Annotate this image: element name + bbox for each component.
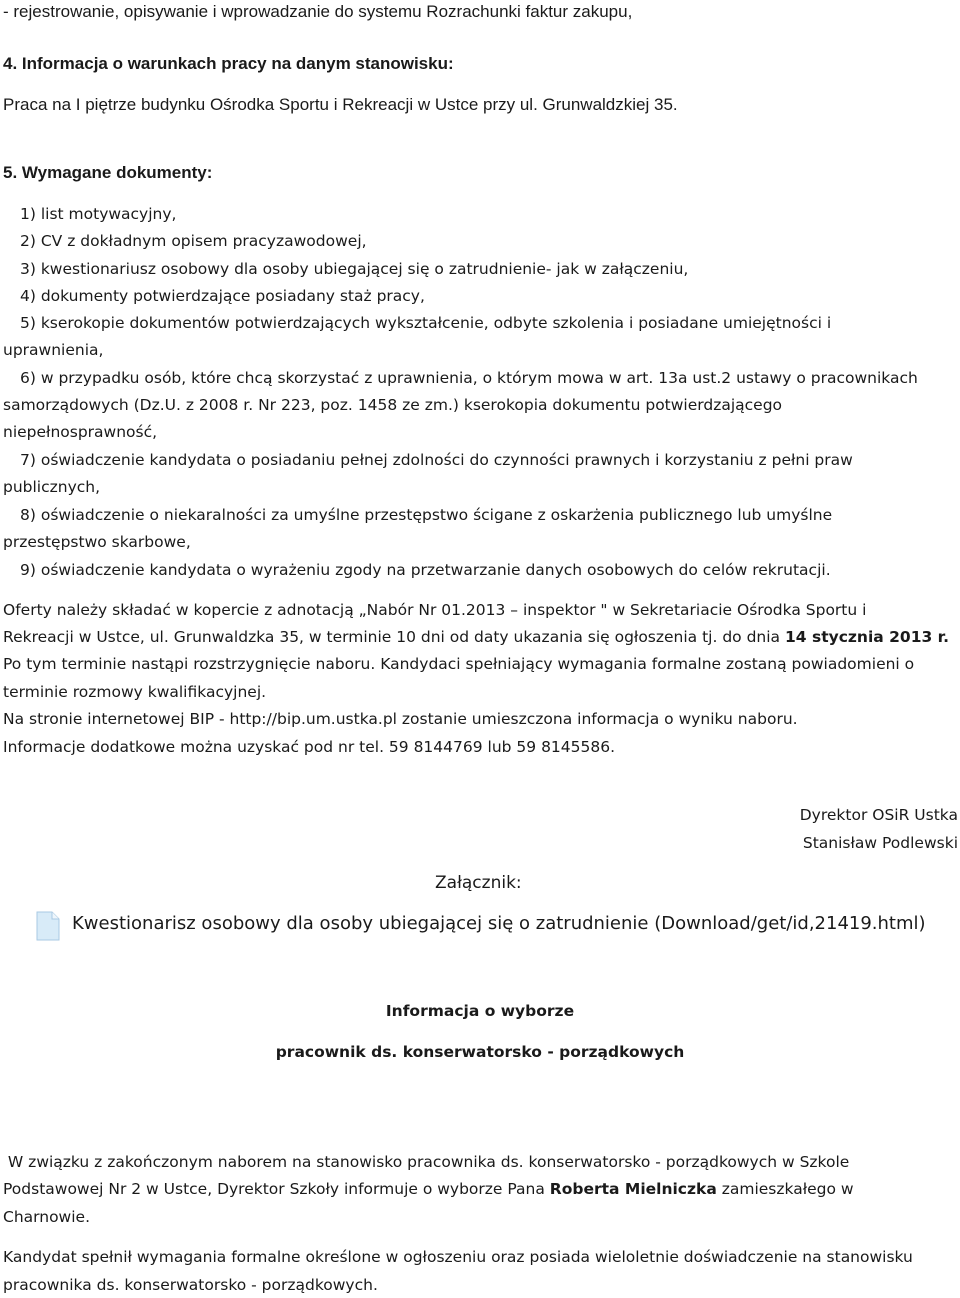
document-item-4: 4) dokumenty potwierdzające posiadany staż pracy, bbox=[20, 287, 425, 305]
section-2-subtitle: pracownik ds. konserwatorsko - porządkowych bbox=[275, 1043, 685, 1061]
offer-text-3: Po tym terminie nastąpi rozstrzygnięcie naboru. Kandydaci spełniający wymagania formalne zostaną powiadomieni o bbox=[3, 655, 915, 673]
attachment-label: Załącznik: bbox=[435, 873, 522, 893]
section-5-heading: 5. Wymagane dokumenty: bbox=[3, 163, 213, 182]
document-item-3: 3) kwestionariusz osobowy dla osoby ubiegającej się o zatrudnienie- jak w załączeniu, bbox=[20, 260, 689, 278]
document-item-8-cont: przestępstwo skarbowe, bbox=[3, 533, 191, 551]
selection-text-2-pre: Podstawowej Nr 2 w Ustce, Dyrektor Szkoły informuje o wyborze Pana bbox=[3, 1180, 550, 1198]
document-item-9: 9) oświadczenie kandydata o wyrażeniu zgody na przetwarzanie danych osobowych do celów rekrutacji. bbox=[20, 561, 831, 579]
offer-text-6: Informacje dodatkowe można uzyskać pod nr tel. 59 8144769 lub 59 8145586. bbox=[3, 738, 616, 756]
duty-item-invoices: - rejestrowanie, opisywanie i wprowadzanie do systemu Rozrachunki faktur zakupu, bbox=[3, 2, 633, 21]
section-4-heading: 4. Informacja o warunkach pracy na danym stanowisku: bbox=[3, 54, 454, 73]
offer-text-5: Na stronie internetowej BIP - http://bip.um.ustka.pl zostanie umieszczona informacja o wyniku naboru. bbox=[3, 710, 798, 728]
selection-text-1: W związku z zakończonym naborem na stanowisko pracownika ds. konserwatorsko - porządkowych w Szkole bbox=[3, 1153, 850, 1171]
document-item-5: 5) kserokopie dokumentów potwierdzających wykształcenie, odbyte szkolenia i posiadane umiejętności i bbox=[20, 314, 832, 332]
document-item-7: 7) oświadczenie kandydata o posiadaniu pełnej zdolności do czynności prawnych i korzystaniu z pełni praw bbox=[20, 451, 853, 469]
section-4-text: Praca na I piętrze budynku Ośrodka Sportu i Rekreacji w Ustce przy ul. Grunwaldzkiej 35. bbox=[3, 95, 678, 114]
document-item-6-cont: samorządowych (Dz.U. z 2008 r. Nr 223, poz. 1458 ze zm.) kserokopia dokumentu potwierdzającego bbox=[3, 396, 783, 414]
section-2-title: Informacja o wyborze bbox=[385, 1002, 575, 1020]
candidate-text-1: Kandydat spełnił wymagania formalne określone w ogłoszeniu oraz posiada wieloletnie doświadczenie na stanowisku bbox=[3, 1248, 913, 1266]
document-item-5-cont: uprawnienia, bbox=[3, 341, 104, 359]
selection-text-3: Charnowie. bbox=[3, 1208, 90, 1226]
offer-text-2 bbox=[3, 627, 949, 647]
document-item-1: 1) list motywacyjny, bbox=[20, 205, 177, 223]
document-item-2: 2) CV z dokładnym opisem pracyzawodowej, bbox=[20, 232, 367, 250]
document-item-6-cont2: niepełnosprawność, bbox=[3, 423, 158, 441]
document-item-8: 8) oświadczenie o niekaralności za umyślne przestępstwo ścigane z oskarżenia publicznego lub umyślne bbox=[20, 506, 833, 524]
selected-candidate-name: Roberta Mielniczka bbox=[549, 1180, 717, 1198]
signature-name: Stanisław Podlewski bbox=[802, 834, 958, 852]
selection-text-2-post: zamieszkałego w bbox=[716, 1180, 854, 1198]
candidate-text-2: pracownika ds. konserwatorsko - porządkowych. bbox=[3, 1276, 378, 1294]
attachment-link[interactable]: Kwestionarisz osobowy dla osoby ubiegającej się o zatrudnienie (Download/get/id,21419.html) bbox=[72, 913, 926, 934]
file-icon[interactable] bbox=[35, 911, 61, 941]
selection-text-2 bbox=[3, 1179, 854, 1199]
document-item-6: 6) w przypadku osób, które chcą skorzystać z uprawnienia, o którym mowa w art. 13a ust.2 ustawy o pracownikach bbox=[20, 369, 918, 387]
deadline-date: 14 stycznia 2013 r. bbox=[785, 628, 949, 646]
document-item-7-cont: publicznych, bbox=[3, 478, 101, 496]
offer-text-2-plain: Rekreacji w Ustce, ul. Grunwaldzka 35, w terminie 10 dni od daty ukazania się ogłoszenia tj. do dnia bbox=[3, 628, 785, 646]
signature-title: Dyrektor OSiR Ustka bbox=[799, 806, 958, 824]
offer-text-1: Oferty należy składać w kopercie z adnotacją „Nabór Nr 01.2013 – inspektor " w Sekretariacie Ośrodka Sportu i bbox=[3, 601, 867, 619]
offer-text-4: terminie rozmowy kwalifikacyjnej. bbox=[3, 683, 267, 701]
